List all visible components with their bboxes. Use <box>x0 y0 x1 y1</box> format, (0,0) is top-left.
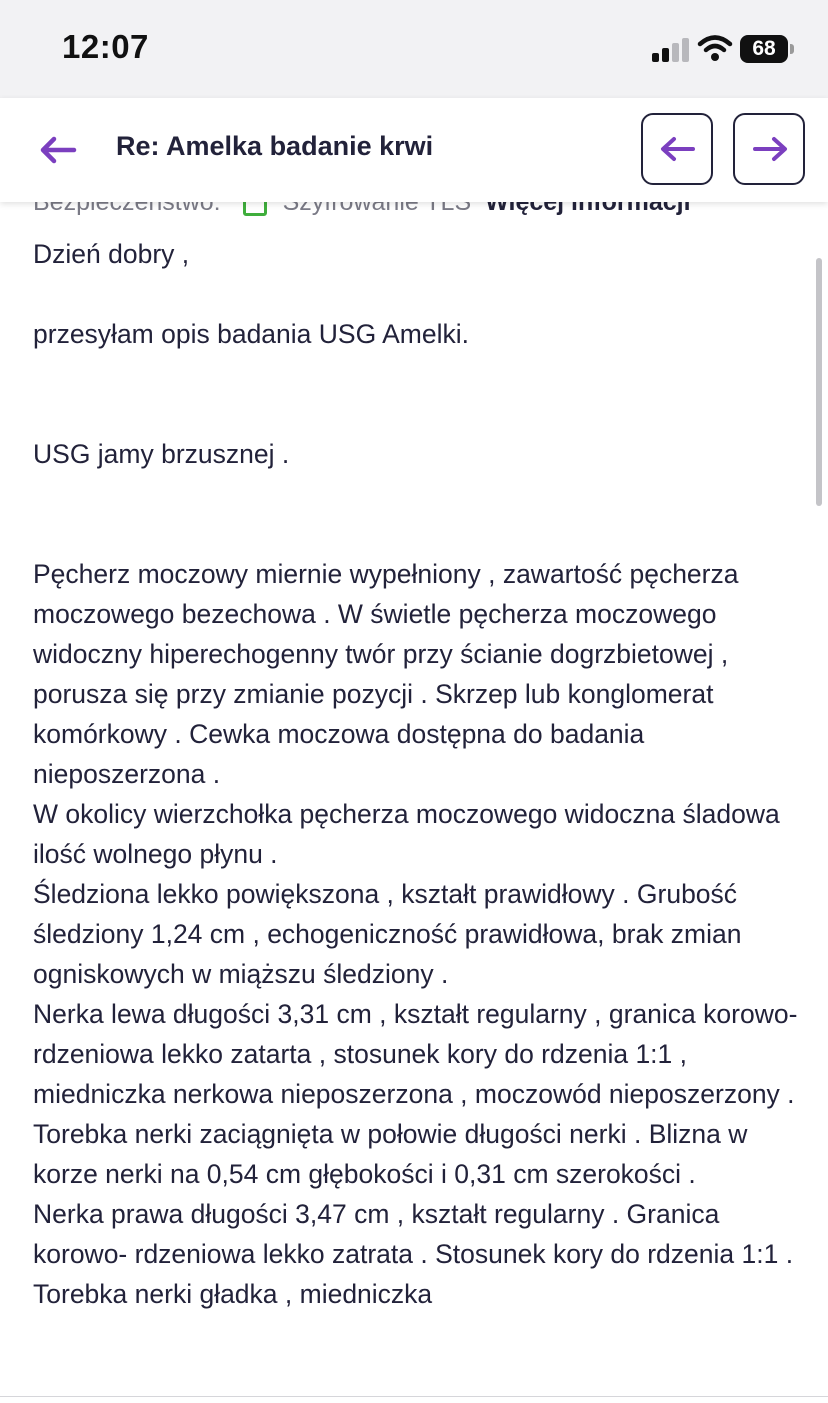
status-bar <box>0 0 828 98</box>
arrow-left-icon <box>30 128 86 172</box>
next-message-button[interactable] <box>733 113 805 185</box>
battery-tip <box>790 44 794 54</box>
intro-text: przesyłam opis badania USG Amelki. <box>33 319 469 349</box>
paragraph-right-kidney: Nerka prawa długości 3,47 cm , kształt regularny . Granica korowo- rdzeniowa lekko zatrata . Stosunek kory do rdzenia 1:1 . Torebka nerki gładka , miedniczka <box>33 1199 794 1309</box>
paragraph-left-kidney: Nerka lewa długości 3,31 cm , kształt regularny , granica korowo- rdzeniowa lekko zatarta , stosunek kory do rdzenia 1:1 , miedniczka nerkowa nieposzerzona , moczowód nieposzerzony . Torebka nerki zaciągnięta w połowie długości nerki . Blizna w korze nerki na 0,54 cm głębokości i 0,31 cm szerokości . <box>33 999 798 1189</box>
bottom-divider <box>0 1396 828 1397</box>
exam-title: USG jamy brzusznej . <box>33 439 290 469</box>
arrow-left-icon <box>660 135 696 163</box>
scrollbar[interactable] <box>816 258 822 506</box>
back-button[interactable] <box>30 128 86 172</box>
wifi-icon <box>698 34 732 62</box>
status-time: 12:07 <box>62 28 149 65</box>
greeting: Dzień dobry , <box>33 239 190 269</box>
email-body <box>33 234 803 1314</box>
cellular-signal-icon <box>652 38 692 62</box>
paragraph-fluid: W okolicy wierzchołka pęcherza moczowego widoczna śladowa ilość wolnego płynu . <box>33 799 780 869</box>
paragraph-spleen: Śledziona lekko powiększona , kształt prawidłowy . Grubość śledziony 1,24 cm , echogeniczność prawidłowa, brak zmian ogniskowych w miąższu śledziony . <box>33 879 742 989</box>
page-title: Re: Amelka badanie krwi <box>116 131 434 161</box>
previous-message-button[interactable] <box>641 113 713 185</box>
email-content[interactable] <box>0 202 828 1397</box>
app-header <box>0 98 828 202</box>
paragraph-bladder: Pęcherz moczowy miernie wypełniony , zawartość pęcherza moczowego bezechowa . W świetle pęcherza moczowego widoczny hiperechogenny twór przy ścianie dogrzbietowej , porusza się przy zmianie pozycji . Skrzep lub konglomerat komórkowy . Cewka moczowa dostępna do badania nieposzerzona . <box>33 559 739 789</box>
battery-icon: 68 <box>740 35 788 63</box>
arrow-right-icon <box>752 135 788 163</box>
